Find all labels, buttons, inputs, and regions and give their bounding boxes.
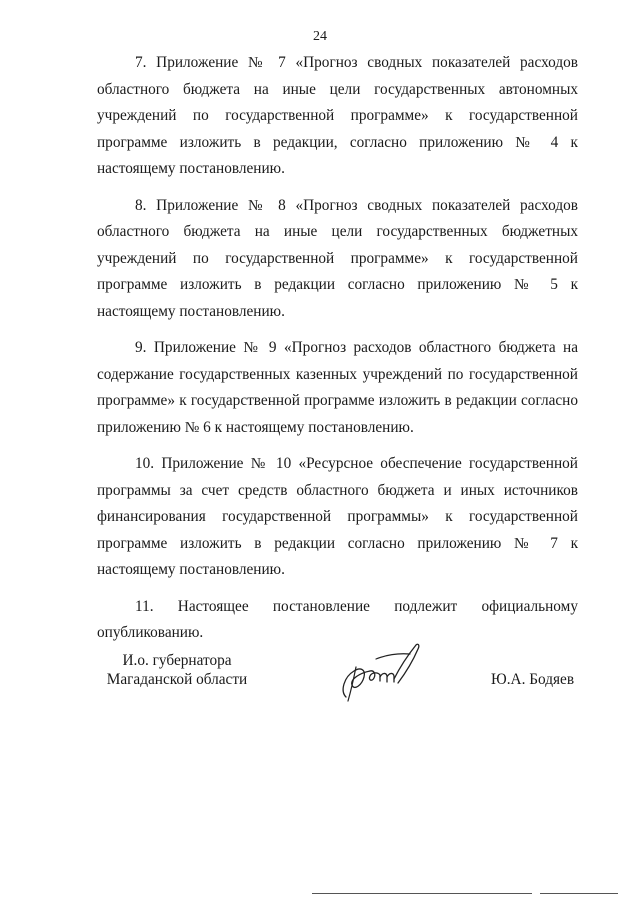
paragraph-item-8: 8. Приложение № 8 «Прогноз сводных показателей расходов областного бюджета на иные цели государственных бюджетных учреждений по государственной программе» к государственной программе изложить в редакции согласно приложению № 5 к настоящему постановлению. bbox=[97, 196, 578, 320]
handwritten-signature-icon bbox=[336, 641, 432, 705]
paragraph-item-7: 7. Приложение № 7 «Прогноз сводных показателей расходов областного бюджета на иные цели государственных автономных учреждений по государственной программе» к государственной программе изложить в редакции, согласно приложению № 4 к настоящему постановлению. bbox=[97, 54, 578, 177]
signatory-title-line1: И.о. губернатора bbox=[122, 652, 232, 669]
signature-block bbox=[0, 651, 640, 721]
signatory-name: Ю.А. Бодяев bbox=[491, 671, 575, 688]
paragraph-item-11: 11. Настоящее постановление подлежит официальному опубликованию. bbox=[97, 597, 578, 641]
page-number: 24 bbox=[313, 29, 327, 44]
signatory-title-line2: Магаданской области bbox=[106, 671, 248, 688]
signatory-title bbox=[97, 651, 257, 689]
paragraph-item-9: 9. Приложение № 9 «Прогноз расходов областного бюджета на содержание государственных казенных учреждений по государственной программе» к государственной программе изложить в редакции согласно приложению № 6 к настоящему постановлению. bbox=[97, 339, 578, 436]
paragraph-item-10: 10. Приложение № 10 «Ресурсное обеспечение государственной программы за счет средств областного бюджета и иных источников финансирования государственной программы» к государственной программе изложить в редакции согласно приложению № 7 к настоящему постановлению. bbox=[97, 455, 578, 578]
footer-rule bbox=[312, 893, 532, 894]
document-body bbox=[97, 50, 578, 647]
footer-rule-short bbox=[540, 893, 618, 894]
